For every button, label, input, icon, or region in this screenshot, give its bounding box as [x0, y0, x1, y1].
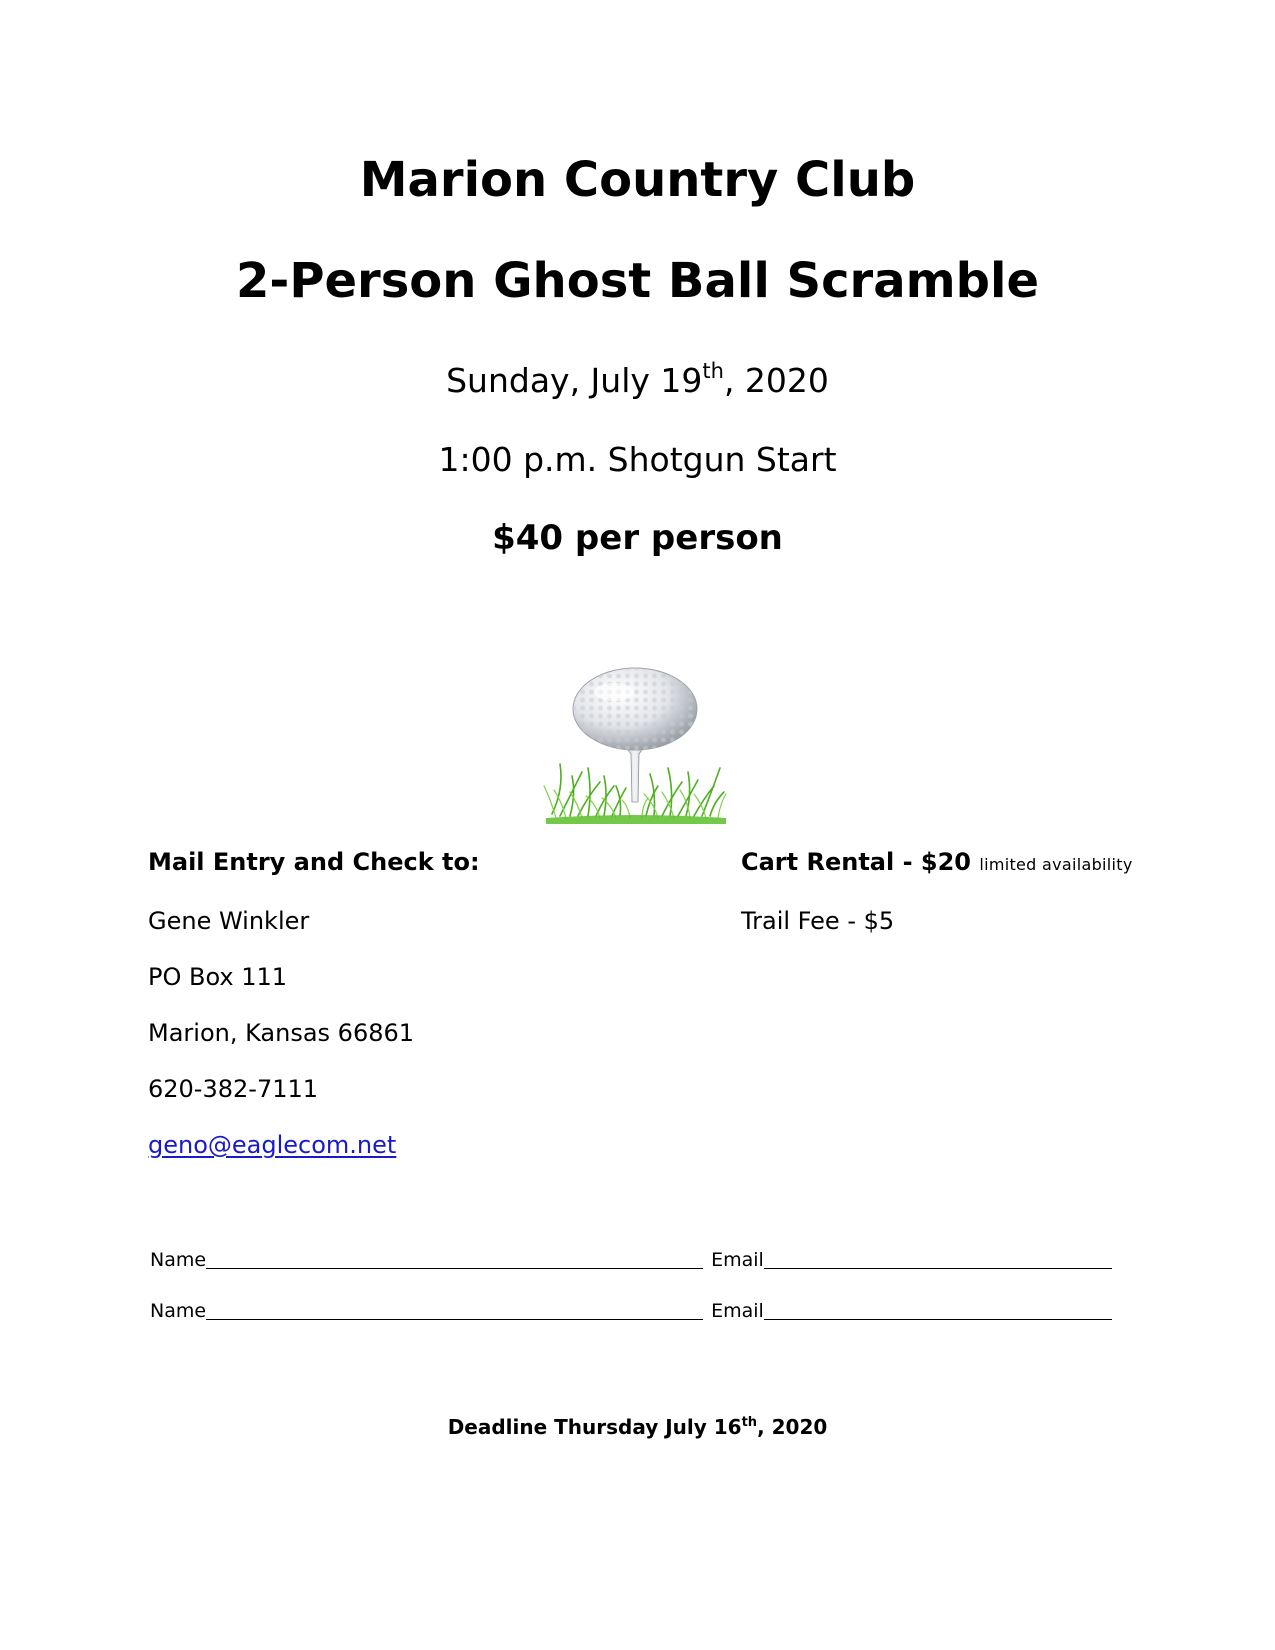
deadline-main: Deadline Thursday July 16	[447, 1415, 742, 1439]
deadline-ordinal: th	[741, 1415, 758, 1430]
trail-fee: Trail Fee - $5	[741, 907, 895, 935]
cart-rental	[741, 847, 1133, 880]
cart-rental-note: limited availability	[979, 855, 1133, 874]
name-field[interactable]	[206, 1250, 703, 1269]
name-field[interactable]	[206, 1301, 703, 1320]
event-date-ordinal: th	[702, 359, 724, 383]
email-address[interactable]	[148, 1130, 396, 1160]
entry-row-1	[150, 1248, 1112, 1272]
email-label: Email	[711, 1249, 764, 1271]
entry-price: $40 per person	[492, 518, 783, 558]
phone-number: 620-382-7111	[148, 1075, 319, 1103]
name-label: Name	[150, 1249, 207, 1271]
event-date-year: , 2020	[723, 361, 829, 400]
email-label: Email	[711, 1300, 764, 1322]
mail-heading: Mail Entry and Check to:	[148, 848, 480, 876]
deadline	[0, 1414, 1275, 1440]
event-title: 2-Person Ghost Ball Scramble	[236, 253, 1039, 309]
name-label: Name	[150, 1300, 207, 1322]
entry-row-2	[150, 1299, 1112, 1323]
event-date	[0, 361, 1275, 401]
golf-ball-on-tee-icon	[542, 664, 727, 829]
deadline-year: , 2020	[757, 1415, 828, 1439]
club-name: Marion Country Club	[359, 152, 916, 208]
contact-name: Gene Winkler	[148, 907, 310, 935]
address-line-1: PO Box 111	[148, 963, 288, 991]
address-line-2: Marion, Kansas 66861	[148, 1019, 415, 1047]
email-link[interactable]: geno@eaglecom.net	[148, 1131, 397, 1159]
email-field[interactable]	[764, 1250, 1112, 1269]
start-time: 1:00 p.m. Shotgun Start	[438, 440, 837, 479]
email-field[interactable]	[764, 1301, 1112, 1320]
cart-rental-label: Cart Rental - $20	[741, 848, 971, 876]
event-date-main: Sunday, July 19	[446, 361, 703, 400]
